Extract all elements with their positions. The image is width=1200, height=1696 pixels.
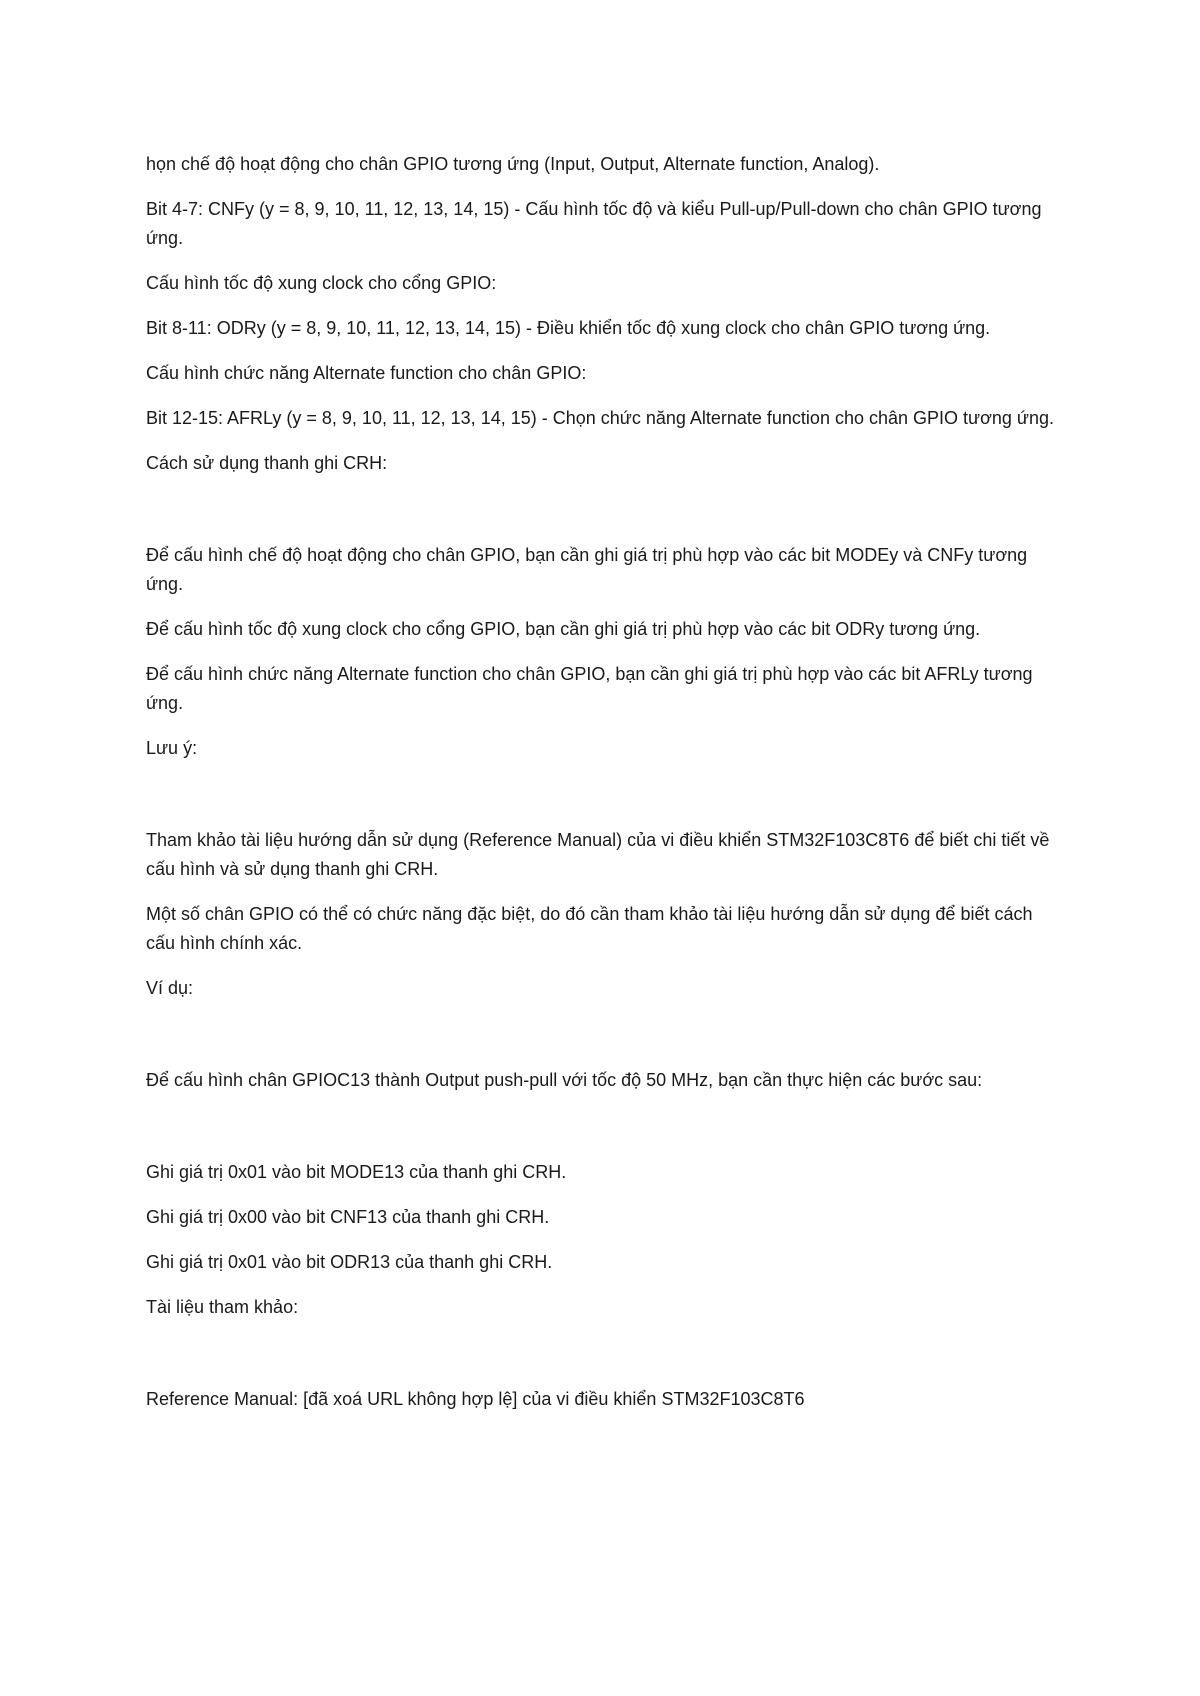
paragraph-note-reference-manual: Tham khảo tài liệu hướng dẫn sử dụng (Reference Manual) của vi điều khiển STM32F103C8T6 để biết chi tiết về cấu hình và sử dụng thanh ghi CRH.: [146, 830, 1050, 879]
paragraph-usage-heading: Cách sử dụng thanh ghi CRH:: [146, 453, 388, 473]
paragraph-references-item: Reference Manual: [đã xoá URL không hợp lệ] của vi điều khiển STM32F103C8T6: [146, 1389, 805, 1409]
paragraph-alternate-function-heading: Cấu hình chức năng Alternate function cho chân GPIO:: [146, 363, 587, 383]
paragraph-afrly-bits: Bit 12-15: AFRLy (y = 8, 9, 10, 11, 12, 13, 14, 15) - Chọn chức năng Alternate function cho chân GPIO tương ứng.: [146, 408, 1054, 428]
paragraph-example-intro: Để cấu hình chân GPIOC13 thành Output push-pull với tốc độ 50 MHz, bạn cần thực hiện các bước sau:: [146, 1070, 983, 1090]
paragraph-odry-bits: Bit 8-11: ODRy (y = 8, 9, 10, 11, 12, 13, 14, 15) - Điều khiển tốc độ xung clock cho chân GPIO tương ứng.: [146, 318, 991, 338]
paragraph-references-heading: Tài liệu tham khảo:: [146, 1297, 299, 1317]
paragraph-note-heading: Lưu ý:: [146, 738, 198, 758]
paragraph-example-step-2: Ghi giá trị 0x00 vào bit CNF13 của thanh ghi CRH.: [146, 1207, 550, 1227]
paragraph-example-step-1: Ghi giá trị 0x01 vào bit MODE13 của thanh ghi CRH.: [146, 1162, 567, 1182]
document-body: [146, 150, 1061, 1430]
paragraph-example-heading: Ví dụ:: [146, 978, 194, 998]
paragraph-usage-alternate: Để cấu hình chức năng Alternate function cho chân GPIO, bạn cần ghi giá trị phù hợp vào các bit AFRLy tương ứng.: [146, 664, 1033, 713]
paragraph-mode-description: họn chế độ hoạt động cho chân GPIO tương ứng (Input, Output, Alternate function, Analog).: [146, 154, 880, 174]
paragraph-note-special-pins: Một số chân GPIO có thể có chức năng đặc biệt, do đó cần tham khảo tài liệu hướng dẫn sử dụng để biết cách cấu hình chính xác.: [146, 904, 1033, 953]
paragraph-clock-speed-heading: Cấu hình tốc độ xung clock cho cổng GPIO:: [146, 273, 497, 293]
paragraph-usage-mode: Để cấu hình chế độ hoạt động cho chân GPIO, bạn cần ghi giá trị phù hợp vào các bit MODEy và CNFy tương ứng.: [146, 545, 1028, 594]
paragraph-example-step-3: Ghi giá trị 0x01 vào bit ODR13 của thanh ghi CRH.: [146, 1252, 553, 1272]
paragraph-usage-clock: Để cấu hình tốc độ xung clock cho cổng GPIO, bạn cần ghi giá trị phù hợp vào các bit ODRy tương ứng.: [146, 619, 981, 639]
paragraph-cnfy-bits: Bit 4-7: CNFy (y = 8, 9, 10, 11, 12, 13, 14, 15) - Cấu hình tốc độ và kiểu Pull-up/Pull-down cho chân GPIO tương ứng.: [146, 199, 1042, 248]
